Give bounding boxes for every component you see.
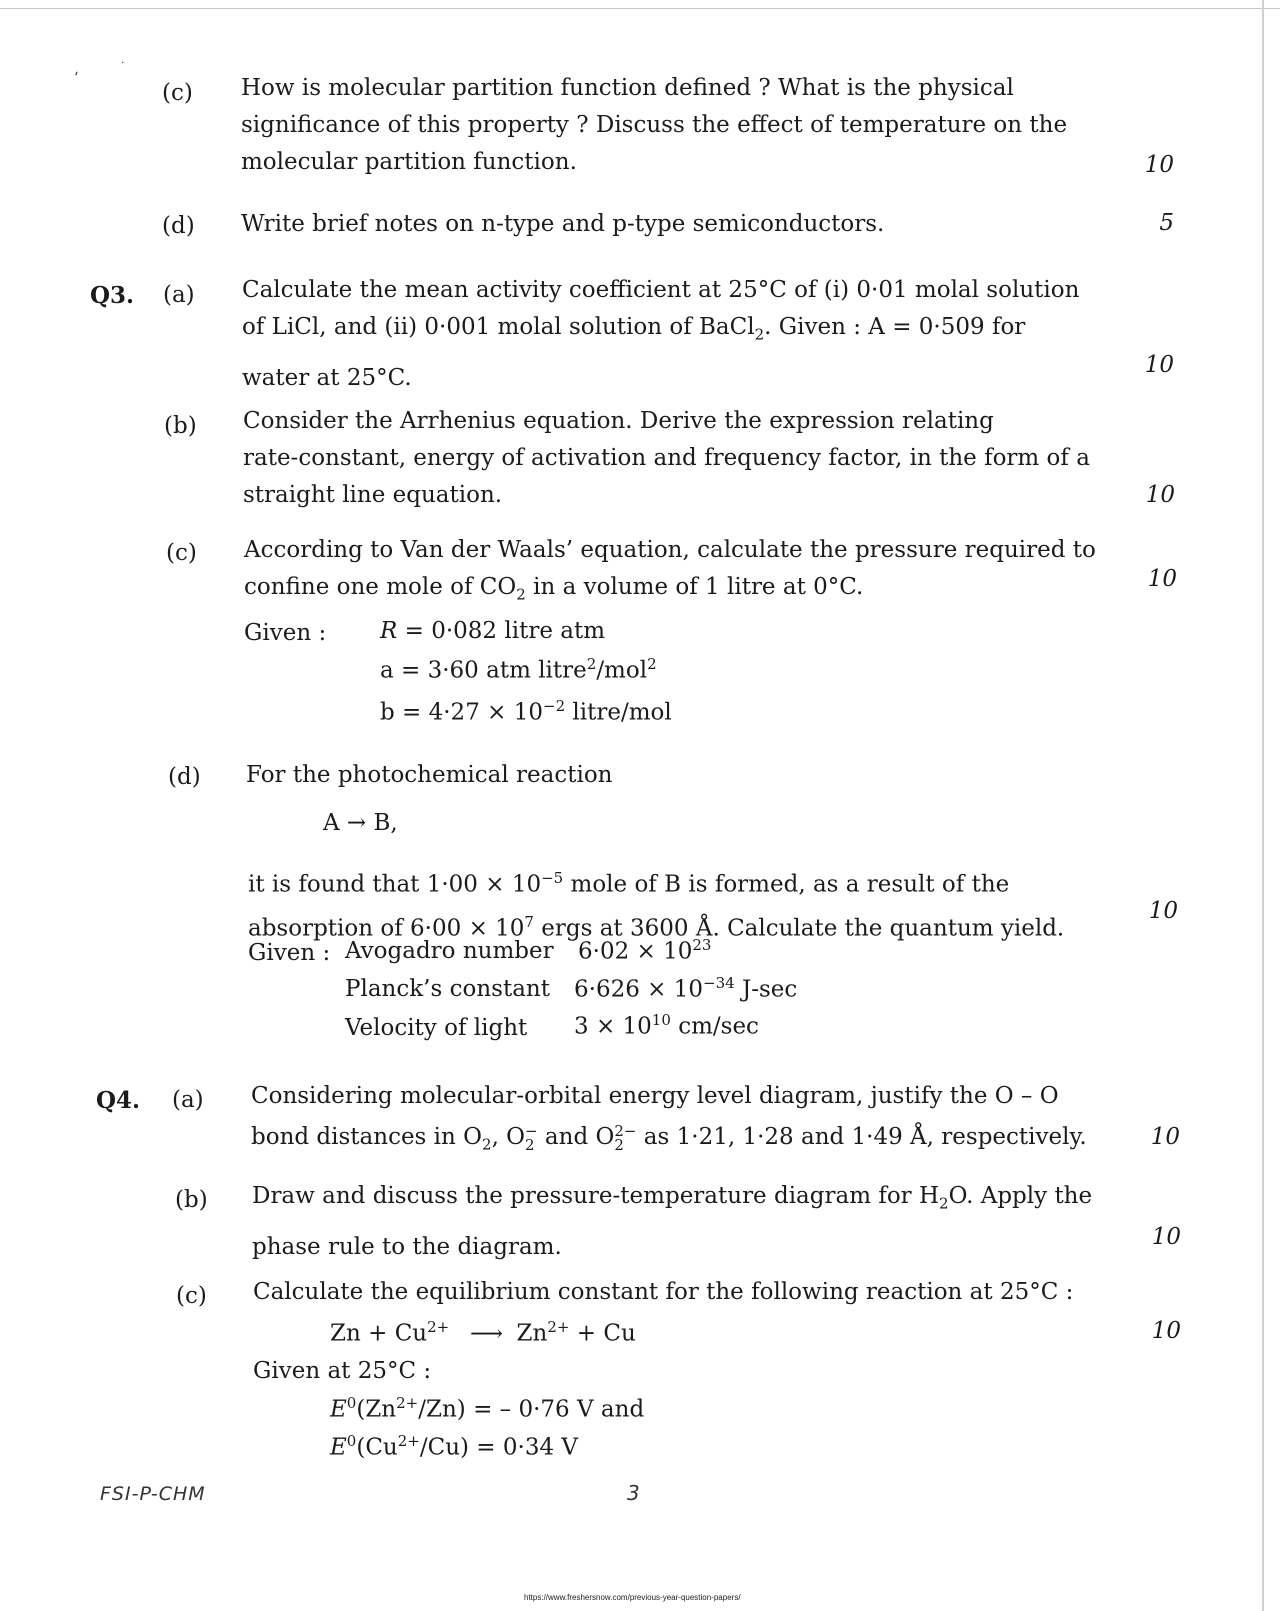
text-line: phase rule to the diagram. [252, 1233, 562, 1260]
text-line: molecular partition function. [241, 149, 577, 175]
part-label: (c) [166, 540, 197, 566]
marks: 10 [1148, 898, 1178, 924]
part-label: (d) [168, 764, 201, 790]
text-line: According to Van der Waals’ equation, calculate the pressure required to [244, 537, 1096, 563]
marks: 10 [1150, 1124, 1180, 1150]
marks: 10 [1145, 482, 1175, 508]
marks: 10 [1151, 1224, 1181, 1250]
marks: 5 [1159, 210, 1174, 236]
marks: 10 [1147, 566, 1177, 592]
text-line: it is found that $1\cdot 00 \times 10^{-5}$ mole of B is formed, as a result of the [248, 869, 1010, 898]
text-line: Calculate the mean activity coefficient at 25°C of (i) 0·01 molal solution [242, 277, 1080, 303]
question-number: Q3. [90, 282, 135, 309]
question-4c-intro: Calculate the equilibrium constant for the following reaction at 25°C : [253, 1279, 1074, 1305]
text-line: How is molecular partition function defined ? What is the physical [241, 75, 1014, 101]
question-3b-text [243, 403, 1113, 514]
text-line: confine one mole of $CO_2$ in a volume of 1 litre at 0°C. [244, 574, 864, 604]
page-number: 3 [627, 1481, 640, 1505]
stray-mark: · [121, 58, 125, 69]
text-line: straight line equation. [243, 482, 503, 508]
given-label: Given : [244, 620, 327, 646]
given-label: Given : [248, 940, 331, 966]
source-url: https://www.freshersnow.com/previous-year-question-papers/ [524, 1593, 741, 1602]
text-line: significance of this property ? Discuss the effect of temperature on the [241, 112, 1068, 138]
question-4a-text [251, 1078, 1131, 1164]
part-label: (b) [164, 413, 197, 439]
marks: 10 [1144, 152, 1174, 178]
question-3a-text [242, 272, 1112, 397]
marks: 10 [1151, 1318, 1181, 1344]
scan-top-edge [0, 8, 1280, 9]
paper-code: FSI-P-CHM [100, 1483, 206, 1505]
text-line: bond distances in $O_2$, O − 2 and O 2− 2 as 1·21, 1·28 and 1·49 Å, respectively. [251, 1122, 1087, 1154]
reaction-equation: A → B, [323, 810, 398, 836]
question-3d-intro: For the photochemical reaction [246, 762, 613, 788]
given-a: a = 3·60 atm litre$^2$/mol$^2$ [380, 655, 657, 684]
scan-right-edge [1262, 0, 1264, 1611]
part-label: (a) [172, 1087, 204, 1113]
stray-mark: ʻ [74, 70, 79, 86]
electrode-potential: $E^0(Zn^{2+}/Zn)$ = – 0·76 V and [330, 1394, 645, 1423]
text-line: of LiCl, and (ii) 0·001 molal solution of BaCl$_2$. Given : A = 0·509 for [242, 314, 1026, 344]
constant-label: Velocity of light [345, 1015, 528, 1041]
part-label: (c) [162, 80, 193, 106]
constant-value: $6\cdot 02 \times 10^{23}$ [578, 936, 712, 965]
constant-value: $6\cdot 626 \times 10^{-34}$ J-sec [574, 974, 798, 1003]
text-line: Considering molecular-orbital energy level diagram, justify the O – O [251, 1083, 1059, 1109]
text-line: Consider the Arrhenius equation. Derive the expression relating [243, 408, 994, 434]
question-2d-text: Write brief notes on n-type and p-type semiconductors. [241, 211, 885, 237]
text-line: Draw and discuss the pressure-temperature diagram for $H_2O$. Apply the [252, 1183, 1093, 1213]
part-label: (c) [176, 1283, 207, 1309]
marks: 10 [1144, 352, 1174, 378]
question-4b-text [252, 1178, 1132, 1266]
part-label: (d) [162, 213, 195, 239]
question-number: Q4. [96, 1087, 141, 1114]
part-label: (a) [163, 282, 195, 308]
electrode-potential: $E^0(Cu^{2+}/Cu) = 0\cdot 34$ V [330, 1432, 579, 1461]
question-3c-text [244, 532, 1114, 614]
given-r: R = 0·082 litre atm [380, 618, 606, 644]
constant-label: Avogadro number [345, 938, 554, 964]
question-2c-text [241, 70, 1111, 181]
given-b: $b = 4\cdot 27 \times 10^{-2}$ litre/mol [380, 697, 672, 726]
text-line: rate-constant, energy of activation and frequency factor, in the form of a [243, 445, 1090, 471]
part-label: (b) [175, 1187, 208, 1213]
constant-label: Planck’s constant [345, 976, 550, 1002]
text-line: absorption of $6\cdot 00 \times 10^7$ ergs at 3600 Å. Calculate the quantum yield. [248, 912, 1065, 942]
text-line: water at 25°C. [242, 364, 412, 391]
question-3d-text [248, 860, 1118, 947]
constant-value: $3 \times 10^{10}$ cm/sec [574, 1011, 759, 1040]
given-label: Given at 25°C : [253, 1358, 432, 1384]
cell-reaction: $Zn + Cu^{2+}$ ⟶ $Zn^{2+} + Cu$ [330, 1318, 636, 1347]
